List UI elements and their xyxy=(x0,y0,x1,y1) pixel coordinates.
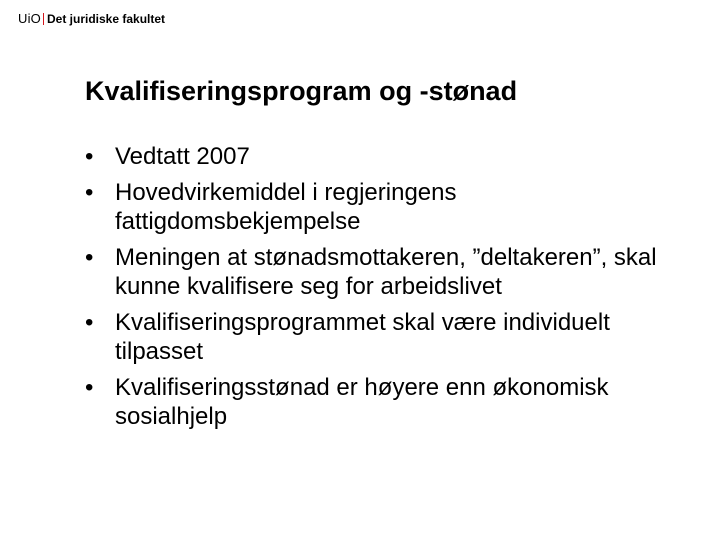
uio-logo: UiO xyxy=(18,11,41,26)
bullet-dot: • xyxy=(85,244,94,271)
bullet-item xyxy=(85,373,685,431)
bullet-item xyxy=(85,142,685,171)
bullet-text: Kvalifiseringsstønad er høyere enn økonomisk sosialhjelp xyxy=(115,374,609,430)
bullet-item xyxy=(85,243,685,301)
header xyxy=(18,11,165,26)
logo-separator xyxy=(43,13,44,25)
bullet-text: Hovedvirkemiddel i regjeringens fattigdomsbekjempelse xyxy=(115,179,457,235)
faculty-name: Det juridiske fakultet xyxy=(47,12,166,26)
bullet-dot: • xyxy=(85,309,94,336)
bullet-list xyxy=(85,142,685,438)
bullet-text: Meningen at stønadsmottakeren, ”deltakeren”, skal kunne kvalifisere seg for arbeidslivet xyxy=(115,244,657,300)
bullet-text: Vedtatt 2007 xyxy=(115,143,250,170)
bullet-text: Kvalifiseringsprogrammet skal være individuelt tilpasset xyxy=(115,309,610,365)
bullet-item xyxy=(85,178,685,236)
bullet-dot: • xyxy=(85,179,94,206)
bullet-dot: • xyxy=(85,374,94,401)
bullet-dot: • xyxy=(85,143,94,170)
slide-title: Kvalifiseringsprogram og -stønad xyxy=(85,76,518,106)
bullet-item xyxy=(85,308,685,366)
